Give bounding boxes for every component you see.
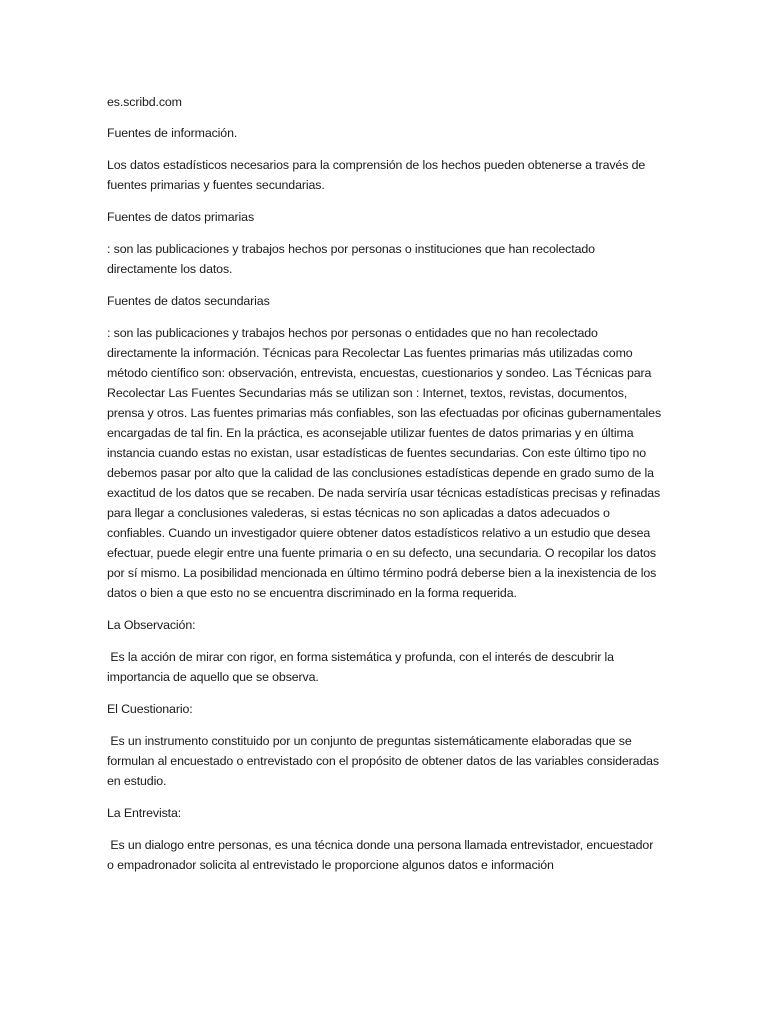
observation-paragraph: Es la acción de mirar con rigor, en forma sistemática y profunda, con el interés de descubrir la importancia de aquello que se observa. — [107, 650, 618, 684]
secondary-sources-heading: Fuentes de datos secundarias — [107, 294, 270, 308]
primary-sources-paragraph: : son las publicaciones y trabajos hechos por personas o instituciones que han recolectado directamente los datos. — [107, 242, 595, 276]
questionnaire-paragraph: Es un instrumento constituido por un conjunto de preguntas sistemáticamente elaboradas que se formulan al encuestado o entrevistado con el propósito de obtener datos de las variables consideradas en estudio. — [107, 734, 663, 788]
interview-heading: La Entrevista: — [107, 806, 182, 820]
observation-heading: La Observación: — [107, 618, 196, 632]
secondary-sources-paragraph: : son las publicaciones y trabajos hechos por personas o entidades que no han recolectado directamente la información. Técnicas para Recolectar Las fuentes primarias más utilizadas como método científico son: observación, entrevista, encuestas, cuestionarios y sondeo. Las Técnicas para Recolectar Las Fuentes Secundarias más se utilizan son : Internet, textos, revistas, documentos, prensa y otros. Las fuentes primarias más confiables, son las efectuadas por oficinas gubernamentales encargadas de tal fin. En la práctica, es aconsejable utilizar fuentes de datos primarias y en última instancia cuando estas no existan, usar estadísticas de fuentes secundarias. Con este último tipo no debemos pasar por alto que la calidad de las conclusiones estadísticas depende en grado sumo de la exactitud de los datos que se recaben. De nada serviría usar técnicas estadísticas precisas y refinadas para llegar a conclusiones valederas, si estas técnicas no son aplicadas a datos adecuados o confiables. Cuando un investigador quiere obtener datos estadísticos relativo a un estudio que desea efectuar, puede elegir entre una fuente primaria o en su defecto, una secundaria. O recopilar los datos por sí mismo. La posibilidad mencionada en último término podrá deberse bien a la inexistencia de los datos o bien a que esto no se encuentra discriminado en la forma requerida. — [107, 326, 662, 600]
questionnaire-heading: El Cuestionario: — [107, 702, 193, 716]
primary-sources-heading: Fuentes de datos primarias — [107, 210, 255, 224]
document-page — [107, 92, 663, 887]
document-title: Fuentes de información. — [107, 126, 238, 140]
intro-paragraph: Los datos estadísticos necesarios para la comprensión de los hechos pueden obtenerse a través de fuentes primarias y fuentes secundarias. — [107, 158, 646, 192]
interview-paragraph: Es un dialogo entre personas, es una técnica donde una persona llamada entrevistador, encuestador o empadronador solicita al entrevistado le proporcione algunos datos e información — [107, 838, 657, 872]
source-url: es.scribd.com — [107, 95, 182, 109]
